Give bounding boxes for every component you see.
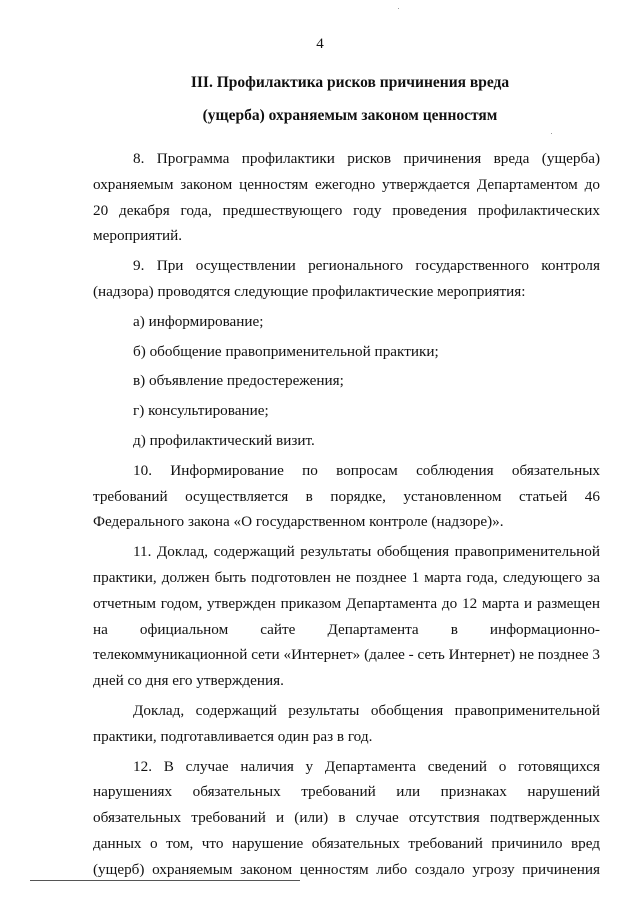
list-item-a: а) информирование; xyxy=(133,312,264,330)
paragraph-10: 10. Информирование по вопросам соблюдения обязательных требований осуществляется в порядке, установленном статьей 46 Федерального закона «О государственном контроле (надзоре)». xyxy=(93,461,600,531)
paragraph-11: 11. Доклад, содержащий результаты обобщения правоприменительной практики, должен быть подготовлен не позднее 1 марта года, следующего за отчетным годом, утвержден приказом Департамента до 12 марта и размещен на официальном сайте Департамента в информационно-телекоммуникационной сети «Интернет» (далее - сеть Интернет) не позднее 3 дней со дня его утверждения. xyxy=(93,543,600,690)
list-item-g: г) консультирование; xyxy=(133,402,269,420)
scan-speck xyxy=(551,133,552,134)
section-heading-line-2: (ущерба) охраняемым законом ценностям xyxy=(202,107,498,124)
list-item-v: в) объявление предостережения; xyxy=(133,372,344,390)
paragraph-9: 9. При осуществлении регионального государственного контроля (надзора) проводятся следующие профилактические мероприятия: xyxy=(93,257,600,300)
page-number: 4 xyxy=(316,36,324,52)
section-heading xyxy=(60,66,640,132)
paragraph-12: 12. В случае наличия у Департамента сведений о готовящихся нарушениях обязательных требований или признаках нарушений обязательных требований и (или) в случае отсутствия подтвержденных данных о том, что нарушение обязательных требований причинило вред (ущерб) охраняемым законом ценностям либо создало угрозу причинения xyxy=(93,757,600,878)
paragraph-11-continuation: Доклад, содержащий результаты обобщения правоприменительной практики, подготавливается один раз в год. xyxy=(93,701,600,745)
list-item-d: д) профилактический визит. xyxy=(133,431,315,449)
bottom-scan-line xyxy=(30,880,300,881)
section-heading-line-1: III. Профилактика рисков причинения вреда xyxy=(190,74,510,91)
scan-speck xyxy=(398,8,399,9)
list-item-b: б) обобщение правоприменительной практики; xyxy=(133,342,439,360)
document-body xyxy=(93,146,600,883)
paragraph-8: 8. Программа профилактики рисков причинения вреда (ущерба) охраняемым законом ценностям ежегодно утверждается Департаментом до 20 декабря года, предшествующего году проведения профилактических мероприятий. xyxy=(93,150,600,245)
